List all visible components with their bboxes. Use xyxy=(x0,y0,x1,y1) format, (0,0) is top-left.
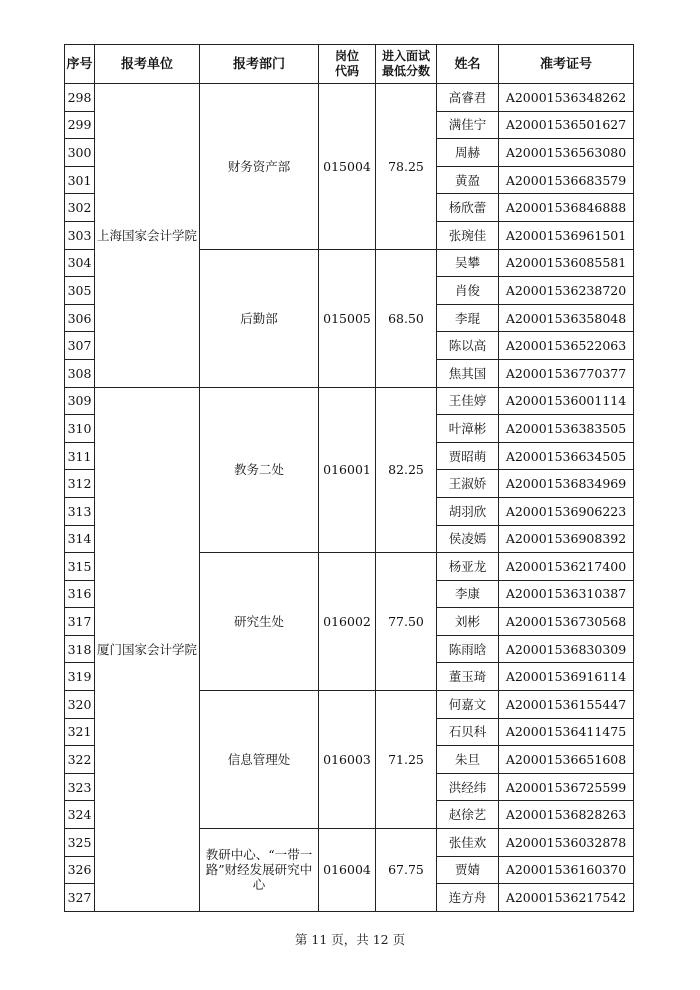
name-cell: 朱旦 xyxy=(437,746,499,774)
name-cell: 杨欣蕾 xyxy=(437,194,499,222)
seq-cell: 305 xyxy=(65,277,95,305)
name-cell: 王淑娇 xyxy=(437,470,499,498)
dept-cell: 信息管理处 xyxy=(200,691,319,829)
ticket-cell: A20001536001114 xyxy=(499,387,634,415)
name-cell: 赵徐艺 xyxy=(437,801,499,829)
ticket-cell: A20001536730568 xyxy=(499,608,634,636)
seq-cell: 301 xyxy=(65,166,95,194)
candidate-table xyxy=(64,44,634,912)
seq-cell: 298 xyxy=(65,84,95,112)
seq-cell: 309 xyxy=(65,387,95,415)
post-code-cell: 016004 xyxy=(319,829,376,912)
name-cell: 高睿君 xyxy=(437,84,499,112)
seq-cell: 327 xyxy=(65,884,95,912)
min-score-cell: 82.25 xyxy=(376,387,437,553)
name-cell: 张佳欢 xyxy=(437,829,499,857)
ticket-cell: A20001536085581 xyxy=(499,249,634,277)
seq-cell: 324 xyxy=(65,801,95,829)
name-cell: 李琨 xyxy=(437,304,499,332)
seq-cell: 303 xyxy=(65,221,95,249)
seq-cell: 326 xyxy=(65,856,95,884)
header-min-score-text: 进入面试最低分数 xyxy=(381,49,430,78)
post-code-cell: 016003 xyxy=(319,691,376,829)
header-post-code-text: 岗位代码 xyxy=(334,49,359,78)
seq-cell: 313 xyxy=(65,497,95,525)
name-cell: 贾昭萌 xyxy=(437,442,499,470)
name-cell: 黄盈 xyxy=(437,166,499,194)
ticket-cell: A20001536908392 xyxy=(499,525,634,553)
header-seq: 序号 xyxy=(65,45,95,84)
name-cell: 叶漳彬 xyxy=(437,415,499,443)
ticket-cell: A20001536683579 xyxy=(499,166,634,194)
name-cell: 满佳宁 xyxy=(437,111,499,139)
name-cell: 吴攀 xyxy=(437,249,499,277)
min-score-cell: 68.50 xyxy=(376,249,437,387)
seq-cell: 299 xyxy=(65,111,95,139)
name-cell: 焦其国 xyxy=(437,359,499,387)
header-unit: 报考单位 xyxy=(95,45,200,84)
ticket-cell: A20001536155447 xyxy=(499,691,634,719)
ticket-cell: A20001536501627 xyxy=(499,111,634,139)
post-code-cell: 015004 xyxy=(319,84,376,250)
ticket-cell: A20001536563080 xyxy=(499,139,634,167)
table-row xyxy=(65,387,634,415)
seq-cell: 320 xyxy=(65,691,95,719)
name-cell: 肖俊 xyxy=(437,277,499,305)
name-cell: 贾婧 xyxy=(437,856,499,884)
ticket-cell: A20001536217542 xyxy=(499,884,634,912)
seq-cell: 322 xyxy=(65,746,95,774)
min-score-cell: 78.25 xyxy=(376,84,437,250)
name-cell: 李康 xyxy=(437,580,499,608)
name-cell: 陈雨晗 xyxy=(437,635,499,663)
ticket-cell: A20001536238720 xyxy=(499,277,634,305)
ticket-cell: A20001536310387 xyxy=(499,580,634,608)
seq-cell: 306 xyxy=(65,304,95,332)
ticket-cell: A20001536651608 xyxy=(499,746,634,774)
unit-cell: 上海国家会计学院 xyxy=(95,84,200,388)
name-cell: 何嘉文 xyxy=(437,691,499,719)
header-post-code xyxy=(319,45,376,84)
name-cell: 刘彬 xyxy=(437,608,499,636)
name-cell: 胡羽欣 xyxy=(437,497,499,525)
ticket-cell: A20001536834969 xyxy=(499,470,634,498)
dept-cell: 后勤部 xyxy=(200,249,319,387)
seq-cell: 316 xyxy=(65,580,95,608)
ticket-cell: A20001536830309 xyxy=(499,635,634,663)
name-cell: 连方舟 xyxy=(437,884,499,912)
table-body xyxy=(65,84,634,912)
dept-cell: 教务二处 xyxy=(200,387,319,553)
seq-cell: 311 xyxy=(65,442,95,470)
seq-cell: 317 xyxy=(65,608,95,636)
ticket-cell: A20001536383505 xyxy=(499,415,634,443)
header-dept: 报考部门 xyxy=(200,45,319,84)
ticket-cell: A20001536916114 xyxy=(499,663,634,691)
name-cell: 侯凌嫣 xyxy=(437,525,499,553)
name-cell: 洪经纬 xyxy=(437,773,499,801)
post-code-cell: 016001 xyxy=(319,387,376,553)
header-row xyxy=(65,45,634,84)
name-cell: 陈以高 xyxy=(437,332,499,360)
seq-cell: 314 xyxy=(65,525,95,553)
dept-cell: 财务资产部 xyxy=(200,84,319,250)
ticket-cell: A20001536846888 xyxy=(499,194,634,222)
header-min-score xyxy=(376,45,437,84)
seq-cell: 300 xyxy=(65,139,95,167)
name-cell: 张琬佳 xyxy=(437,221,499,249)
name-cell: 石贝科 xyxy=(437,718,499,746)
dept-cell: 研究生处 xyxy=(200,553,319,691)
ticket-cell: A20001536032878 xyxy=(499,829,634,857)
ticket-cell: A20001536634505 xyxy=(499,442,634,470)
unit-cell: 厦门国家会计学院 xyxy=(95,387,200,911)
ticket-cell: A20001536522063 xyxy=(499,332,634,360)
seq-cell: 308 xyxy=(65,359,95,387)
name-cell: 周赫 xyxy=(437,139,499,167)
ticket-cell: A20001536411475 xyxy=(499,718,634,746)
header-name: 姓名 xyxy=(437,45,499,84)
seq-cell: 310 xyxy=(65,415,95,443)
ticket-cell: A20001536160370 xyxy=(499,856,634,884)
seq-cell: 323 xyxy=(65,773,95,801)
seq-cell: 321 xyxy=(65,718,95,746)
seq-cell: 304 xyxy=(65,249,95,277)
seq-cell: 325 xyxy=(65,829,95,857)
post-code-cell: 015005 xyxy=(319,249,376,387)
name-cell: 董玉琦 xyxy=(437,663,499,691)
min-score-cell: 71.25 xyxy=(376,691,437,829)
seq-cell: 319 xyxy=(65,663,95,691)
dept-cell: 教研中心、“一带一路”财经发展研究中心 xyxy=(200,829,319,912)
ticket-cell: A20001536828263 xyxy=(499,801,634,829)
seq-cell: 312 xyxy=(65,470,95,498)
min-score-cell: 67.75 xyxy=(376,829,437,912)
post-code-cell: 016002 xyxy=(319,553,376,691)
seq-cell: 307 xyxy=(65,332,95,360)
page-footer: 第 11 页，共 12 页 xyxy=(294,932,406,947)
ticket-cell: A20001536725599 xyxy=(499,773,634,801)
header-ticket: 准考证号 xyxy=(499,45,634,84)
seq-cell: 318 xyxy=(65,635,95,663)
ticket-cell: A20001536358048 xyxy=(499,304,634,332)
seq-cell: 302 xyxy=(65,194,95,222)
ticket-cell: A20001536348262 xyxy=(499,84,634,112)
ticket-cell: A20001536961501 xyxy=(499,221,634,249)
name-cell: 王佳婷 xyxy=(437,387,499,415)
ticket-cell: A20001536217400 xyxy=(499,553,634,581)
min-score-cell: 77.50 xyxy=(376,553,437,691)
name-cell: 杨亚龙 xyxy=(437,553,499,581)
table-row xyxy=(65,84,634,112)
ticket-cell: A20001536906223 xyxy=(499,497,634,525)
seq-cell: 315 xyxy=(65,553,95,581)
ticket-cell: A20001536770377 xyxy=(499,359,634,387)
